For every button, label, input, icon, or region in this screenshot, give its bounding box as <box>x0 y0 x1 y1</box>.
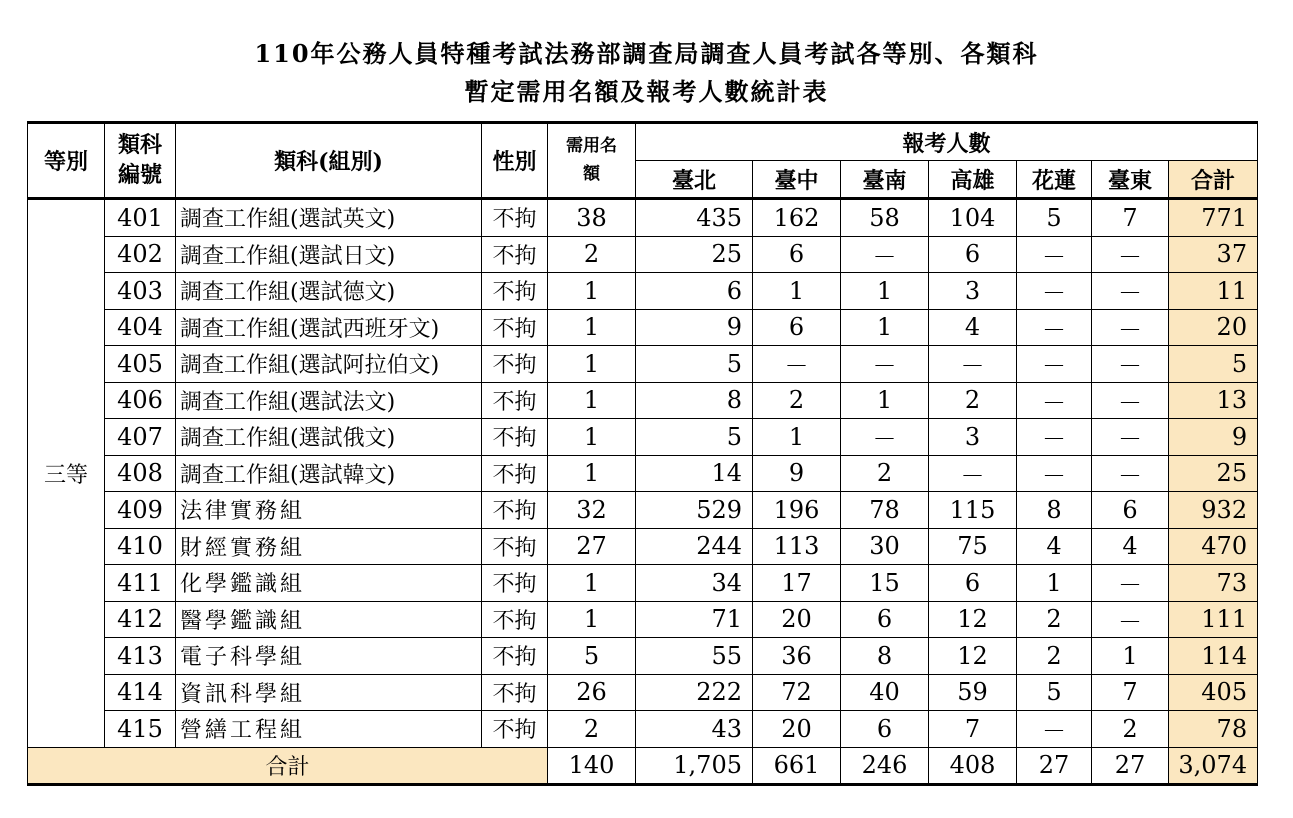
code-cell: 414 <box>105 674 176 711</box>
table-row <box>28 492 1258 529</box>
value-cell: 113 <box>753 528 841 565</box>
sex-cell: 不拘 <box>482 419 548 456</box>
total-cell: 37 <box>1169 236 1258 273</box>
code-cell: 415 <box>105 711 176 748</box>
value-cell: 2 <box>1092 711 1169 748</box>
footer-value: 27 <box>1017 747 1092 784</box>
value-cell: 5 <box>1017 199 1092 237</box>
code-cell: 409 <box>105 492 176 529</box>
value-cell: － <box>1017 273 1092 310</box>
value-cell: 34 <box>636 565 753 602</box>
value-cell: 12 <box>929 638 1017 675</box>
value-cell: 6 <box>929 565 1017 602</box>
value-cell: － <box>841 346 929 383</box>
code-cell: 407 <box>105 419 176 456</box>
table-row <box>28 565 1258 602</box>
header-total: 合計 <box>1169 161 1258 199</box>
total-cell: 771 <box>1169 199 1258 237</box>
table-row <box>28 273 1258 310</box>
value-cell: 12 <box>929 601 1017 638</box>
quota-cell: 1 <box>548 419 636 456</box>
value-cell: 3 <box>929 273 1017 310</box>
table-row <box>28 455 1258 492</box>
value-cell: 20 <box>753 711 841 748</box>
sex-cell: 不拘 <box>482 674 548 711</box>
sex-cell: 不拘 <box>482 601 548 638</box>
subject-cell: 調查工作組(選試德文) <box>176 273 482 310</box>
quota-cell: 1 <box>548 601 636 638</box>
statistics-table <box>27 121 1258 786</box>
header-code-line: 類科 <box>117 131 162 158</box>
total-cell: 9 <box>1169 419 1258 456</box>
sex-cell: 不拘 <box>482 528 548 565</box>
value-cell: 5 <box>636 346 753 383</box>
value-cell: － <box>1092 601 1169 638</box>
value-cell: － <box>1092 382 1169 419</box>
subject-cell: 化學鑑識組 <box>176 565 482 602</box>
code-cell: 412 <box>105 601 176 638</box>
value-cell: － <box>1017 419 1092 456</box>
total-cell: 405 <box>1169 674 1258 711</box>
value-cell: 8 <box>1017 492 1092 529</box>
quota-cell: 1 <box>548 565 636 602</box>
value-cell: 2 <box>929 382 1017 419</box>
total-cell: 73 <box>1169 565 1258 602</box>
value-cell: － <box>1092 565 1169 602</box>
value-cell: 25 <box>636 236 753 273</box>
value-cell: 4 <box>1092 528 1169 565</box>
quota-cell: 32 <box>548 492 636 529</box>
code-cell: 404 <box>105 309 176 346</box>
value-cell: 104 <box>929 199 1017 237</box>
value-cell: 72 <box>753 674 841 711</box>
value-cell: 7 <box>929 711 1017 748</box>
header-code-text <box>105 131 175 190</box>
footer-value: 1,705 <box>636 747 753 784</box>
subject-cell: 調查工作組(選試韓文) <box>176 455 482 492</box>
subject-cell: 營繕工程組 <box>176 711 482 748</box>
total-cell: 111 <box>1169 601 1258 638</box>
value-cell: 55 <box>636 638 753 675</box>
code-cell: 406 <box>105 382 176 419</box>
total-cell: 932 <box>1169 492 1258 529</box>
value-cell: － <box>1017 711 1092 748</box>
subject-cell: 調查工作組(選試俄文) <box>176 419 482 456</box>
header-quota-bottom: 額 <box>583 163 600 184</box>
subject-cell: 法律實務組 <box>176 492 482 529</box>
header-region: 臺東 <box>1092 161 1169 199</box>
value-cell: － <box>1092 273 1169 310</box>
quota-cell: 27 <box>548 528 636 565</box>
table-row <box>28 382 1258 419</box>
footer-value: 661 <box>753 747 841 784</box>
value-cell: － <box>1017 455 1092 492</box>
table-row <box>28 199 1258 237</box>
value-cell: 6 <box>636 273 753 310</box>
value-cell: － <box>841 236 929 273</box>
value-cell: 6 <box>929 236 1017 273</box>
header-sex: 性別 <box>482 123 548 199</box>
table-row <box>28 346 1258 383</box>
subject-cell: 調查工作組(選試阿拉伯文) <box>176 346 482 383</box>
value-cell: 196 <box>753 492 841 529</box>
value-cell: 2 <box>1017 638 1092 675</box>
title-line-2: 暫定需用名額及報考人數統計表 <box>464 77 829 106</box>
header-applicants: 報考人數 <box>636 123 1258 161</box>
code-cell: 405 <box>105 346 176 383</box>
value-cell: 1 <box>1092 638 1169 675</box>
subject-cell: 調查工作組(選試英文) <box>176 199 482 237</box>
header-quota <box>548 123 636 199</box>
value-cell: 7 <box>1092 199 1169 237</box>
total-cell: 5 <box>1169 346 1258 383</box>
sex-cell: 不拘 <box>482 346 548 383</box>
value-cell: 162 <box>753 199 841 237</box>
header-quota-top: 需用名 <box>566 136 617 157</box>
value-cell: 6 <box>753 236 841 273</box>
value-cell: 4 <box>929 309 1017 346</box>
value-cell: 115 <box>929 492 1017 529</box>
value-cell: 40 <box>841 674 929 711</box>
header-code <box>105 123 176 199</box>
table-row <box>28 236 1258 273</box>
code-cell: 413 <box>105 638 176 675</box>
sex-cell: 不拘 <box>482 273 548 310</box>
value-cell: 1 <box>841 309 929 346</box>
value-cell: 5 <box>1017 674 1092 711</box>
total-cell: 25 <box>1169 455 1258 492</box>
value-cell: 6 <box>841 711 929 748</box>
quota-cell: 2 <box>548 711 636 748</box>
value-cell: 9 <box>753 455 841 492</box>
header-grade: 等別 <box>28 123 105 199</box>
table-row <box>28 711 1258 748</box>
sex-cell: 不拘 <box>482 309 548 346</box>
value-cell: 1 <box>1017 565 1092 602</box>
sex-cell: 不拘 <box>482 492 548 529</box>
header-region: 臺中 <box>753 161 841 199</box>
subject-cell: 調查工作組(選試法文) <box>176 382 482 419</box>
footer-total: 3,074 <box>1169 747 1258 784</box>
value-cell: － <box>929 455 1017 492</box>
sex-cell: 不拘 <box>482 565 548 602</box>
value-cell: － <box>1017 382 1092 419</box>
value-cell: － <box>1092 455 1169 492</box>
value-cell: 58 <box>841 199 929 237</box>
subject-cell: 調查工作組(選試西班牙文) <box>176 309 482 346</box>
total-cell: 78 <box>1169 711 1258 748</box>
value-cell: 6 <box>753 309 841 346</box>
value-cell: － <box>1017 236 1092 273</box>
value-cell: 17 <box>753 565 841 602</box>
subject-cell: 電子科學組 <box>176 638 482 675</box>
total-cell: 13 <box>1169 382 1258 419</box>
quota-cell: 2 <box>548 236 636 273</box>
value-cell: 7 <box>1092 674 1169 711</box>
grade-cell: 三等 <box>28 199 105 748</box>
value-cell: 1 <box>841 382 929 419</box>
header-region: 花蓮 <box>1017 161 1092 199</box>
sex-cell: 不拘 <box>482 711 548 748</box>
code-cell: 411 <box>105 565 176 602</box>
value-cell: － <box>1017 346 1092 383</box>
value-cell: 15 <box>841 565 929 602</box>
value-cell: 30 <box>841 528 929 565</box>
value-cell: － <box>929 346 1017 383</box>
value-cell: 435 <box>636 199 753 237</box>
sex-cell: 不拘 <box>482 382 548 419</box>
subject-cell: 醫學鑑識組 <box>176 601 482 638</box>
value-cell: － <box>1017 309 1092 346</box>
value-cell: 8 <box>636 382 753 419</box>
value-cell: － <box>1092 419 1169 456</box>
value-cell: － <box>753 346 841 383</box>
value-cell: 75 <box>929 528 1017 565</box>
value-cell: － <box>841 419 929 456</box>
quota-cell: 1 <box>548 382 636 419</box>
code-cell: 410 <box>105 528 176 565</box>
value-cell: 2 <box>841 455 929 492</box>
quota-cell: 1 <box>548 309 636 346</box>
value-cell: 9 <box>636 309 753 346</box>
code-cell: 403 <box>105 273 176 310</box>
table-row <box>28 638 1258 675</box>
total-cell: 114 <box>1169 638 1258 675</box>
header-code-line: 編號 <box>117 161 162 188</box>
subject-cell: 調查工作組(選試日文) <box>176 236 482 273</box>
value-cell: 3 <box>929 419 1017 456</box>
value-cell: 5 <box>636 419 753 456</box>
sex-cell: 不拘 <box>482 638 548 675</box>
value-cell: 71 <box>636 601 753 638</box>
total-cell: 20 <box>1169 309 1258 346</box>
value-cell: 43 <box>636 711 753 748</box>
value-cell: － <box>1092 236 1169 273</box>
value-cell: 529 <box>636 492 753 529</box>
value-cell: 6 <box>841 601 929 638</box>
total-cell: 470 <box>1169 528 1258 565</box>
footer-value: 408 <box>929 747 1017 784</box>
header-region: 臺北 <box>636 161 753 199</box>
value-cell: 1 <box>753 419 841 456</box>
table-row <box>28 674 1258 711</box>
footer-quota: 140 <box>548 747 636 784</box>
sex-cell: 不拘 <box>482 199 548 237</box>
total-cell: 11 <box>1169 273 1258 310</box>
table-row <box>28 528 1258 565</box>
quota-cell: 1 <box>548 346 636 383</box>
value-cell: 244 <box>636 528 753 565</box>
value-cell: 1 <box>753 273 841 310</box>
value-cell: － <box>1092 346 1169 383</box>
quota-cell: 5 <box>548 638 636 675</box>
code-cell: 401 <box>105 199 176 237</box>
subject-cell: 資訊科學組 <box>176 674 482 711</box>
value-cell: 14 <box>636 455 753 492</box>
value-cell: 4 <box>1017 528 1092 565</box>
header-region: 高雄 <box>929 161 1017 199</box>
table-row <box>28 309 1258 346</box>
header-subject: 類科(組別) <box>176 123 482 199</box>
footer-row <box>28 747 1258 784</box>
header-region: 臺南 <box>841 161 929 199</box>
value-cell: 6 <box>1092 492 1169 529</box>
table-row <box>28 601 1258 638</box>
quota-cell: 26 <box>548 674 636 711</box>
value-cell: 2 <box>1017 601 1092 638</box>
table-row <box>28 419 1258 456</box>
code-cell: 402 <box>105 236 176 273</box>
quota-cell: 1 <box>548 455 636 492</box>
quota-cell: 1 <box>548 273 636 310</box>
code-cell: 408 <box>105 455 176 492</box>
sex-cell: 不拘 <box>482 236 548 273</box>
footer-value: 246 <box>841 747 929 784</box>
subject-cell: 財經實務組 <box>176 528 482 565</box>
value-cell: － <box>1092 309 1169 346</box>
value-cell: 222 <box>636 674 753 711</box>
footer-label: 合計 <box>28 747 548 784</box>
value-cell: 59 <box>929 674 1017 711</box>
value-cell: 8 <box>841 638 929 675</box>
footer-value: 27 <box>1092 747 1169 784</box>
value-cell: 78 <box>841 492 929 529</box>
value-cell: 1 <box>841 273 929 310</box>
title-line-1: 110年公務人員特種考試法務部調查局調查人員考試各等別、各類科 <box>254 39 1039 68</box>
sex-cell: 不拘 <box>482 455 548 492</box>
value-cell: 36 <box>753 638 841 675</box>
quota-cell: 38 <box>548 199 636 237</box>
value-cell: 20 <box>753 601 841 638</box>
value-cell: 2 <box>753 382 841 419</box>
